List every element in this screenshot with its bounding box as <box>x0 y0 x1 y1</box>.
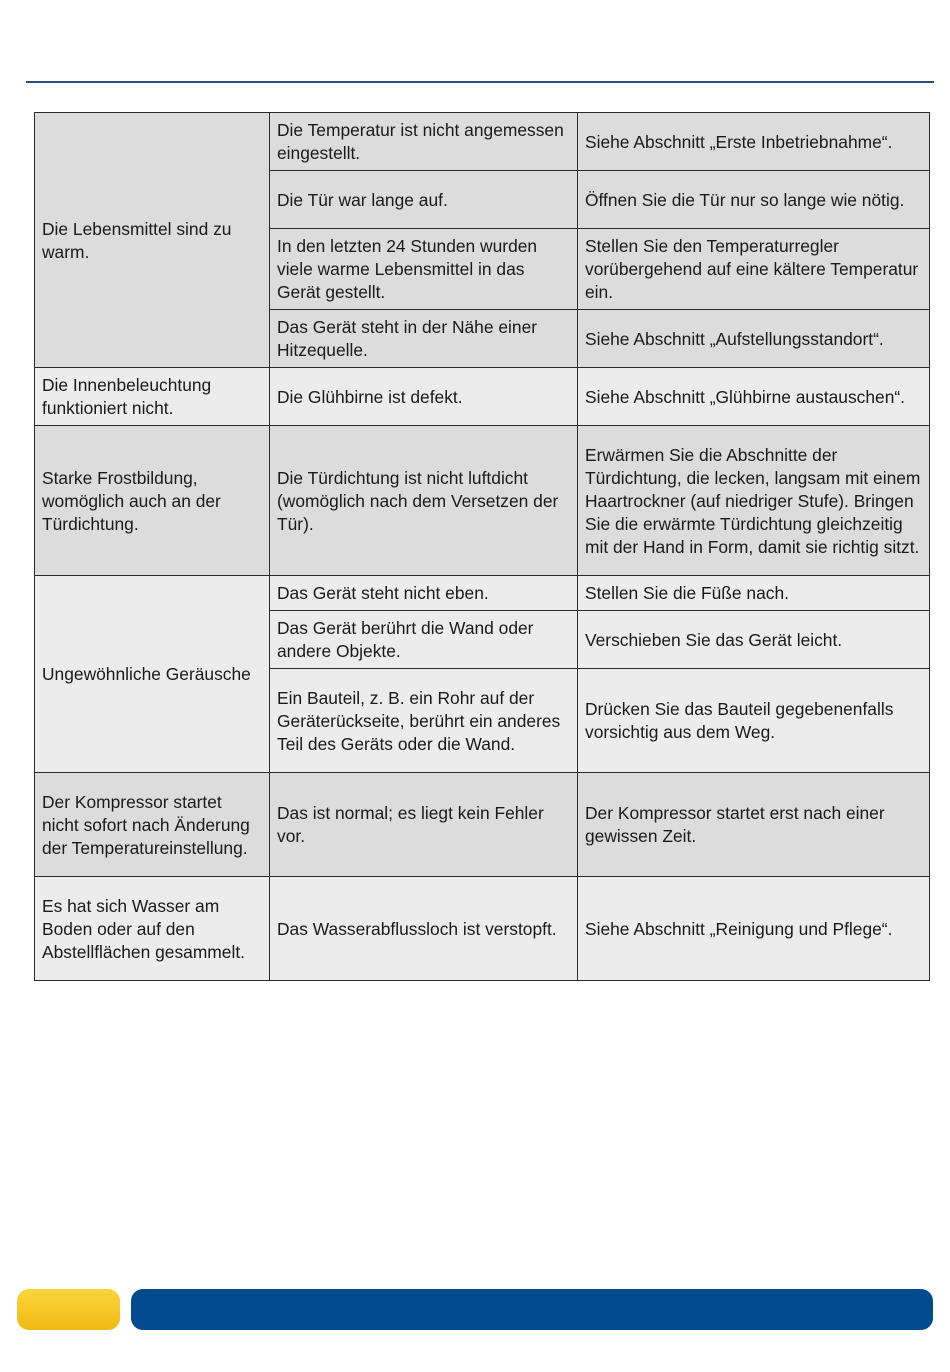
problem-cell: Ungewöhnliche Geräusche <box>35 576 270 773</box>
cause-cell: Die Tür war lange auf. <box>270 171 578 229</box>
table-row <box>35 877 930 981</box>
solution-cell: Stellen Sie den Temperaturregler vorübergehend auf eine kältere Temperatur ein. <box>578 229 930 310</box>
solution-cell: Siehe Abschnitt „Reinigung und Pflege“. <box>578 877 930 981</box>
solution-cell: Drücken Sie das Bauteil gegebenenfalls vorsichtig aus dem Weg. <box>578 669 930 773</box>
cause-cell: Das ist normal; es liegt kein Fehler vor. <box>270 773 578 877</box>
cause-cell: Das Gerät berührt die Wand oder andere Objekte. <box>270 611 578 669</box>
solution-cell: Siehe Abschnitt „Aufstellungsstandort“. <box>578 310 930 368</box>
footer-page-tab <box>17 1289 120 1330</box>
table-row <box>35 113 930 171</box>
solution-cell: Siehe Abschnitt „Glühbirne austauschen“. <box>578 368 930 426</box>
cause-cell: In den letzten 24 Stunden wurden viele warme Lebensmittel in das Gerät gestellt. <box>270 229 578 310</box>
solution-cell: Erwärmen Sie die Abschnitte der Türdichtung, die lecken, langsam mit einem Haartrockner (auf niedriger Stufe). Bringen Sie die erwärmte Türdichtung gleichzeitig mit der Hand in Form, damit sie richtig sitzt. <box>578 426 930 576</box>
solution-cell: Verschieben Sie das Gerät leicht. <box>578 611 930 669</box>
solution-cell: Stellen Sie die Füße nach. <box>578 576 930 611</box>
footer-bar <box>131 1289 933 1330</box>
cause-cell: Das Gerät steht nicht eben. <box>270 576 578 611</box>
cause-cell: Die Temperatur ist nicht angemessen eingestellt. <box>270 113 578 171</box>
cause-cell: Das Wasserabflussloch ist verstopft. <box>270 877 578 981</box>
header-rule <box>26 81 934 83</box>
problem-cell: Die Lebensmittel sind zu warm. <box>35 113 270 368</box>
problem-cell: Starke Frostbildung, womöglich auch an der Türdichtung. <box>35 426 270 576</box>
cause-cell: Ein Bauteil, z. B. ein Rohr auf der Geräterückseite, berührt ein anderes Teil des Geräts oder die Wand. <box>270 669 578 773</box>
solution-cell: Öffnen Sie die Tür nur so lange wie nötig. <box>578 171 930 229</box>
solution-cell: Siehe Abschnitt „Erste Inbetriebnahme“. <box>578 113 930 171</box>
table-row <box>35 576 930 611</box>
troubleshooting-table <box>34 112 930 981</box>
table-row <box>35 368 930 426</box>
problem-cell: Der Kompressor startet nicht sofort nach Änderung der Temperatureinstellung. <box>35 773 270 877</box>
cause-cell: Die Türdichtung ist nicht luftdicht (womöglich nach dem Versetzen der Tür). <box>270 426 578 576</box>
problem-cell: Die Innenbeleuchtung funktioniert nicht. <box>35 368 270 426</box>
table-row <box>35 773 930 877</box>
solution-cell: Der Kompressor startet erst nach einer gewissen Zeit. <box>578 773 930 877</box>
problem-cell: Es hat sich Wasser am Boden oder auf den Abstellflächen gesammelt. <box>35 877 270 981</box>
cause-cell: Die Glühbirne ist defekt. <box>270 368 578 426</box>
cause-cell: Das Gerät steht in der Nähe einer Hitzequelle. <box>270 310 578 368</box>
table-row <box>35 426 930 576</box>
